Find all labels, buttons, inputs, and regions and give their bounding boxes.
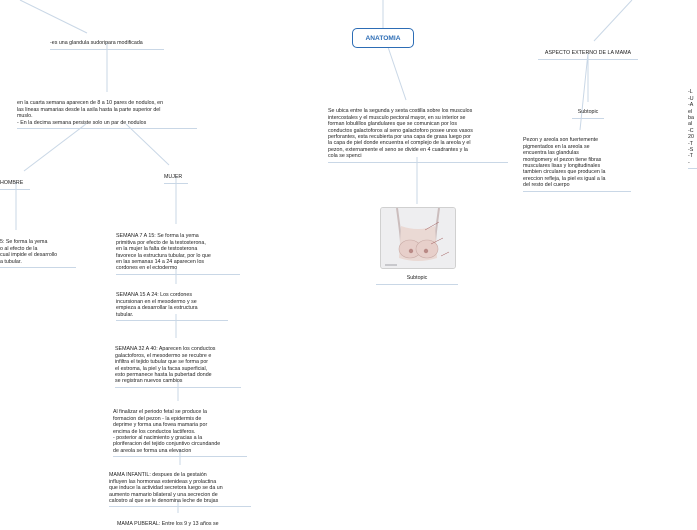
central-topic-anatomia[interactable] — [352, 28, 414, 48]
topic-semana-15-24-text: SEMANA 15 A 24: Los cordones incursionan en el mesodermo y se empieza a desarrollar la estructura tubular. — [116, 292, 198, 318]
topic-mama-puberal[interactable] — [117, 515, 241, 530]
topic-mujer[interactable] — [164, 168, 188, 184]
topic-hombre-detalle[interactable] — [0, 233, 76, 268]
topic-mama-puberal-text: MAMA PUBERAL: Entre los 9 y 13 años se — [117, 521, 219, 528]
topic-cuarta-semana[interactable] — [17, 94, 197, 129]
topic-edge-right[interactable] — [688, 83, 697, 169]
topic-mama-infantil[interactable] — [109, 466, 251, 507]
topic-semana-15-24[interactable] — [116, 286, 228, 321]
topic-glandula-text: -es una glandula sudoripara modificada — [50, 40, 143, 47]
topic-aspecto-externo[interactable] — [538, 44, 638, 60]
topic-hombre-text: HOMBRE — [0, 180, 24, 187]
breast-anatomy-image[interactable] — [380, 207, 456, 269]
topic-pezon-areola-text: Pezon y areola son fuertemente pigmentados en la areola se encuentra las glandulas montgomery el pezon tiene fibras musculares lisas y longitudinales tambien circulares que producen la ereccion refleja, la piel es igual a la del resto del cuerpo — [523, 137, 606, 189]
topic-cuarta-semana-text: en la cuarta semana aparecen de 8 a 10 pares de nodulos, en las lineas mamarias desde la axila hasta la parte superior del muslo. - En la decima semana persiste solo un par de nodulos — [17, 100, 164, 126]
topic-aspecto-subtopic-text: Subtopic — [577, 109, 599, 116]
topic-semana-32-40-text: SEMANA 32 A 40: Aparecen los conductos galactoforos, el mesodermo se recubre e infiltra el tejido tubular que se forma por el estroma, la piel y la facsa superficial, esto permanece hasta la pubertad donde se registran nuevos cambios — [115, 346, 216, 385]
topic-final-periodo-fetal-text: Al finalizar el periodo fetal se produce la formacion del pezon - la epidermis de deprime y forma una fovea mamaria por encima de los conductos lactiferos. - posterior al nacimiento y gracias a la ploriferacion del tejido conjuntivo circundande de areola se forma una elevacion — [113, 409, 221, 454]
topic-mama-infantil-text: MAMA INFANTIL: despues de la gestaión influyen las hormonas estenideas y prolactina que induce la actividad secretora luego se da un aumento mamario bilateral y una secrecion de calostro al que se le denomina leche de brujas — [109, 472, 223, 505]
topic-semana-7-15-text: SEMANA 7 A 15: Se forma la yema primitiva por efecto de la testosterona, en la mujer la falta de testosterona favorece la estructura tubular, por lo que en las semanas 14 a 24 aparecen los cordones en el ectodermo — [116, 233, 211, 272]
topic-aspecto-subtopic[interactable] — [572, 103, 604, 119]
topic-image-subtopic[interactable] — [376, 269, 458, 285]
topic-hombre[interactable] — [0, 174, 30, 190]
topic-aspecto-externo-text: ASPECTO EXTERNO DE LA MAMA — [544, 50, 632, 57]
topic-pezon-areola[interactable] — [523, 131, 631, 192]
topic-final-periodo-fetal[interactable] — [113, 403, 247, 457]
topic-ubicacion[interactable] — [328, 102, 508, 163]
topic-mujer-text: MUJER — [164, 174, 183, 181]
topic-semana-32-40[interactable] — [115, 340, 241, 388]
topic-image-subtopic-text: Subtopic — [406, 275, 428, 282]
topic-ubicacion-text: Se ubica entre la segunda y sexta costilla sobre los musculos intercostales y el musculo pectoral mayor, en su interior se forman lobulillos glandulares que se comunican por los conductos galactoforos al seno galactoforo posee unos vasos perforantes, esta recubierta por una capa de grasa luego por la capa de piel donde encuentra el complejo de la areola y el pezon, externamente el seno se divide en 4 cuadrantes y la cola se spenci — [328, 108, 473, 160]
topic-edge-right-text: -L -U -A el ba al -C 20 -T -S -T - — [688, 89, 694, 166]
topic-hombre-detalle-text: 5: Se forma la yema o al efecto de la cual impide el desarrollo a tubular. — [0, 239, 58, 265]
topic-semana-7-15[interactable] — [116, 227, 240, 275]
breast-illustration — [381, 208, 455, 268]
central-topic-label: ANATOMIA — [365, 34, 401, 42]
topic-glandula[interactable] — [50, 34, 164, 50]
